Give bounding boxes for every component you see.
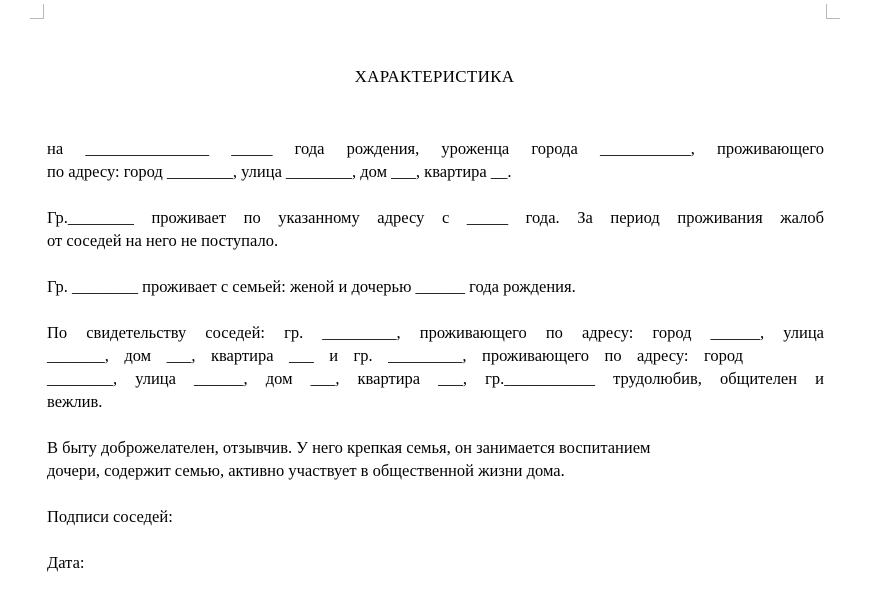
paragraph-line: по адресу: город ________, улица ________, дом ___, квартира __.: [47, 162, 512, 181]
signatures-label: Подписи соседей:: [47, 507, 173, 526]
page-corner-mark: [43, 4, 44, 18]
document-title: ХАРАКТЕРИСТИКА: [354, 67, 515, 86]
page-corner-mark: [826, 18, 840, 19]
paragraph-line: дочери, содержит семью, активно участвует в общественной жизни дома.: [47, 461, 565, 480]
paragraph-line: ________, улица ______, дом ___, квартира ___, гр.___________ трудолюбив, общителен и: [47, 369, 824, 388]
paragraph-line: вежлив.: [47, 392, 103, 411]
paragraph-line: на _______________ _____ года рождения, уроженца города ___________, проживающего: [47, 139, 824, 158]
paragraph-line: от соседей на него не поступало.: [47, 231, 279, 250]
paragraph-line: Гр. ________ проживает с семьей: женой и дочерью ______ года рождения.: [47, 277, 576, 296]
paragraph-line: По свидетельству соседей: гр. _________, проживающего по адресу: город ______, улица: [47, 323, 824, 342]
page-corner-mark: [30, 18, 44, 19]
date-label: Дата:: [47, 553, 85, 572]
page-corner-mark: [826, 4, 827, 18]
paragraph-line: _______, дом ___, квартира ___ и гр. _________, проживающего по адресу: город: [47, 346, 743, 365]
paragraph-line: В быту доброжелателен, отзывчив. У него крепкая семья, он занимается воспитанием: [47, 438, 651, 457]
paragraph-line: Гр.________ проживает по указанному адресу с _____ года. За период проживания жалоб: [47, 208, 824, 227]
